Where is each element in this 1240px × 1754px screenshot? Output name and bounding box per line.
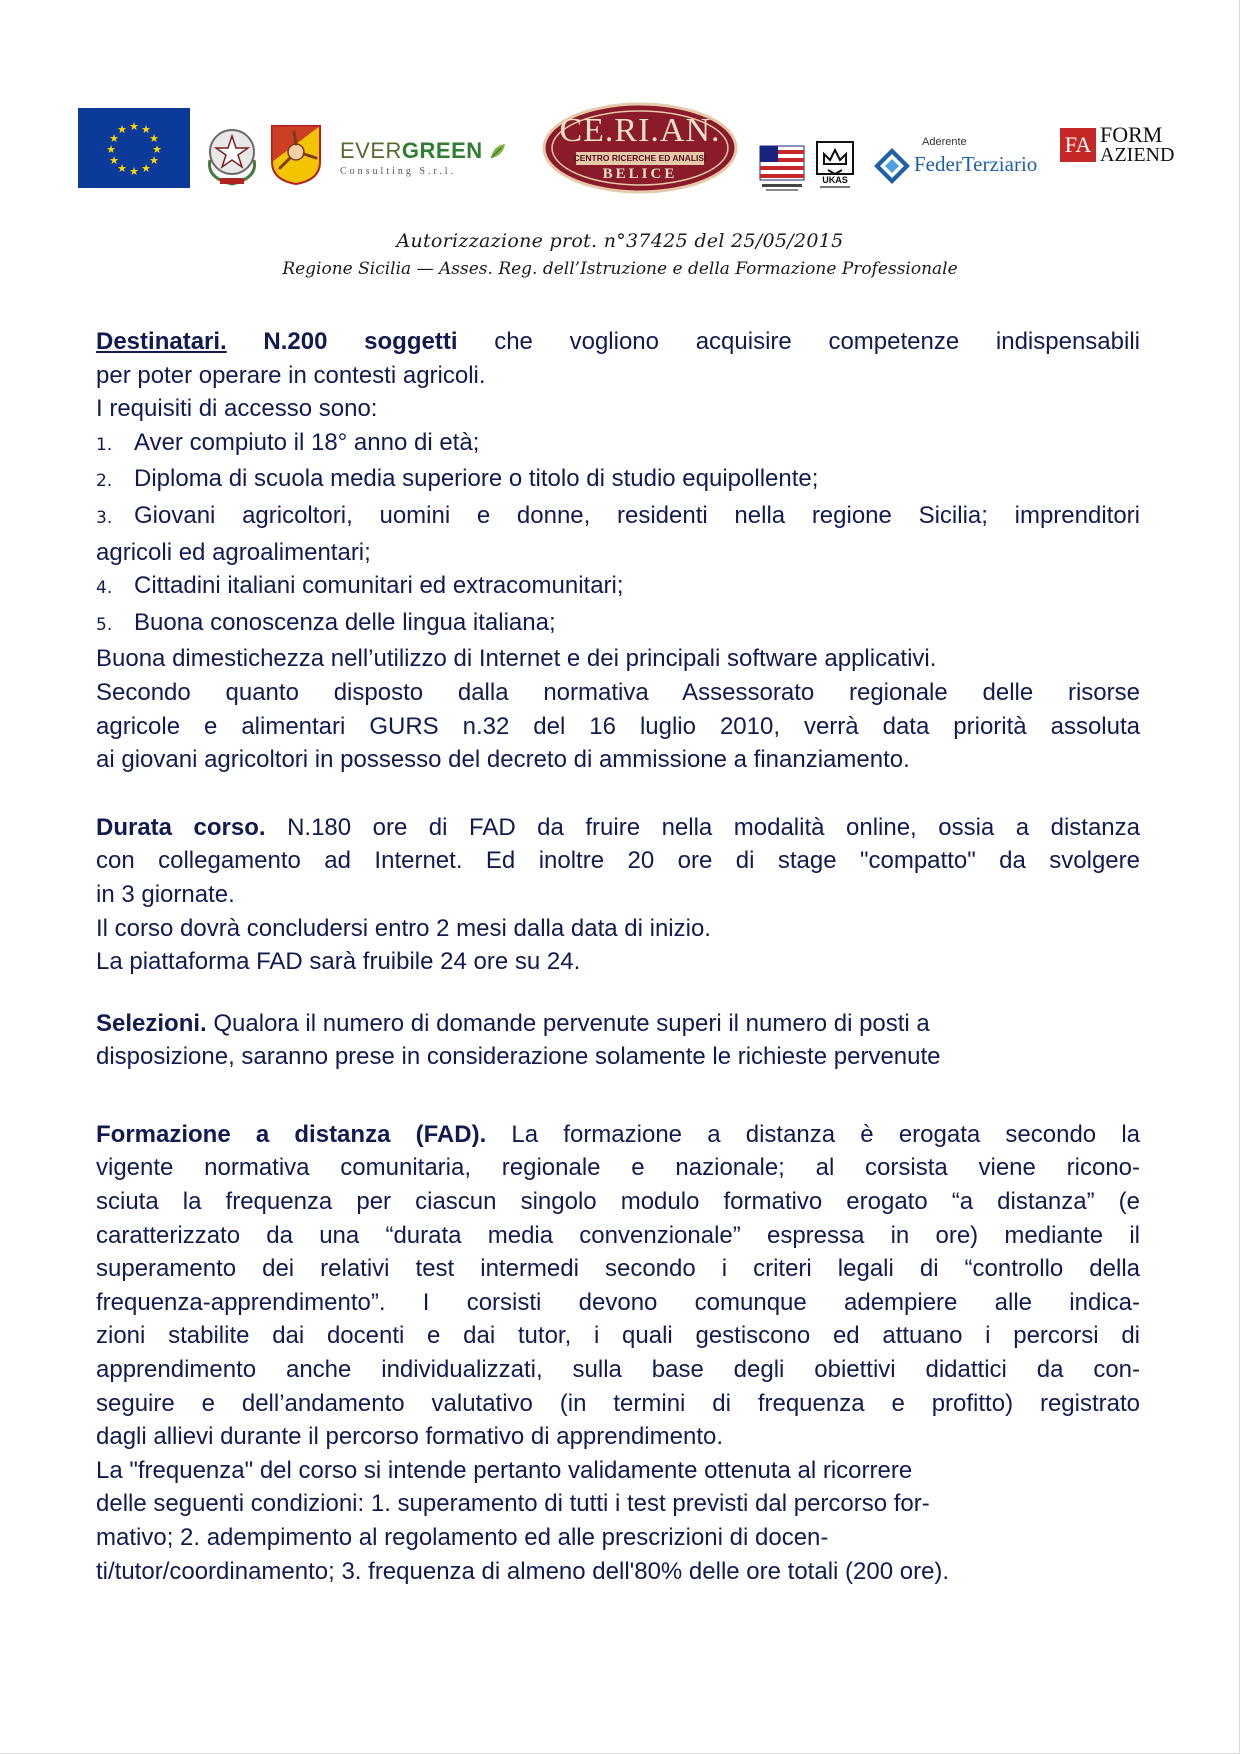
leaf-icon bbox=[489, 138, 507, 163]
fa-line2: AZIEND bbox=[1100, 144, 1175, 166]
svg-text:★: ★ bbox=[106, 143, 116, 156]
ukas-crown-icon bbox=[814, 140, 856, 194]
frequenza-line: ti/tutor/coordinamento; 3. frequenza di almeno dell'80% delle ore totali (200 ore). bbox=[96, 1557, 950, 1585]
selezioni-line1-rest: Qualora il numero di domande pervenute superi il numero di posti a bbox=[206, 1009, 930, 1037]
fad-label: Formazione a distanza (FAD). bbox=[96, 1120, 487, 1148]
list-item-text: Aver compiuto il 18° anno di età; bbox=[134, 428, 480, 456]
durata-line-5: La piattaforma FAD sarà fruibile 24 ore su 24. bbox=[96, 948, 581, 976]
svg-text:★: ★ bbox=[149, 154, 159, 167]
section-gap bbox=[96, 1074, 1140, 1118]
svg-text:★: ★ bbox=[117, 162, 127, 175]
fad-line: frequenza-apprendimento”. I corsisti devono comunque adempiere alle indica- bbox=[96, 1288, 1140, 1316]
cerian-subtitle: CENTRO RICERCHE ED ANALISI bbox=[573, 153, 707, 163]
federterziario-logo bbox=[872, 136, 1042, 188]
section-durata bbox=[96, 811, 1140, 979]
fad-line: seguire e dell’andamento valutativo (in termini di frequenza e profitto) registrato bbox=[96, 1389, 1140, 1417]
list-number: 3. bbox=[96, 507, 113, 528]
svg-text:★: ★ bbox=[141, 123, 151, 136]
svg-text:★: ★ bbox=[152, 143, 162, 156]
fad-line-1 bbox=[96, 1118, 1140, 1152]
svg-text:★: ★ bbox=[129, 165, 139, 178]
internet-requirement: Buona dimestichezza nell’utilizzo di Internet e dei principali software applicativi. bbox=[96, 645, 937, 673]
list-number: 4. bbox=[96, 578, 113, 599]
svg-text:★: ★ bbox=[109, 154, 119, 167]
section-selezioni bbox=[96, 1007, 1140, 1074]
destinatari-intro-rest: che vogliono acquisire competenze indispensabili bbox=[457, 328, 1140, 355]
priority-line-2: agricole e alimentari GURS n.32 del 16 luglio 2010, verrà data priorità assoluta bbox=[96, 712, 1140, 740]
list-number: 2. bbox=[96, 471, 113, 492]
list-item-text: Buona conoscenza delle lingua italiana; bbox=[134, 608, 556, 636]
ukas-label: UKAS bbox=[822, 175, 848, 185]
durata-line-1 bbox=[96, 811, 1140, 845]
evergreen-subtitle: Consulting S.r.l. bbox=[340, 166, 457, 177]
list-item bbox=[96, 569, 1140, 606]
evergreen-logo bbox=[340, 138, 520, 188]
cerian-name: CE.RI.AN. bbox=[559, 112, 721, 149]
evergreen-name-b: GREEN bbox=[401, 138, 483, 163]
destinatari-intro-line2: per poter operare in contesti agricoli. bbox=[96, 361, 486, 389]
federterziario-name: FederTerziario bbox=[914, 152, 1038, 176]
federterziario-top: Aderente bbox=[922, 136, 967, 148]
frequenza-line: mativo; 2. adempimento al regolamento ed alle prescrizioni di docen- bbox=[96, 1524, 829, 1551]
fad-line: superamento dei relativi test intermedi secondo i criteri legali di “controllo della bbox=[96, 1255, 1140, 1283]
section-gap bbox=[96, 777, 1140, 811]
fad-line: vigente normativa comunitaria, regionale e nazionale; al corsista viene ricono- bbox=[96, 1154, 1140, 1182]
fad-line: dagli allievi durante il percorso formativo di apprendimento. bbox=[96, 1423, 723, 1451]
destinatari-count: N.200 soggetti bbox=[263, 328, 458, 355]
list-item bbox=[96, 606, 1140, 643]
selezioni-line-1 bbox=[96, 1007, 1140, 1041]
authorization-line-2: Regione Sicilia — Asses. Reg. dell’Istruzione e della Formazione Professionale bbox=[282, 259, 958, 279]
section-destinatari bbox=[96, 325, 1140, 777]
destinatari-intro bbox=[96, 325, 1140, 359]
sicily-trinacria-icon bbox=[268, 122, 324, 186]
eu-flag-icon bbox=[78, 108, 190, 188]
durata-line-2: con collegamento ad Internet. Ed inoltre 20 ore di stage "compatto" da svolgere bbox=[96, 847, 1140, 875]
durata-line-4: Il corso dovrà concludersi entro 2 mesi dalla data di inizio. bbox=[96, 914, 711, 942]
cerian-city: BELICE bbox=[602, 166, 678, 182]
selezioni-line-2: disposizione, saranno prese in considerazione solamente le richieste pervenute bbox=[96, 1043, 941, 1071]
fa-mark: FA bbox=[1060, 128, 1096, 162]
selezioni-label: Selezioni. bbox=[96, 1009, 207, 1037]
logo-strip bbox=[78, 100, 1208, 210]
federterziario-diamond-icon bbox=[872, 146, 912, 191]
us-flag-icon bbox=[758, 142, 806, 194]
durata-line-3: in 3 giornate. bbox=[96, 880, 235, 908]
list-number: 1. bbox=[96, 434, 113, 455]
destinatari-label: Destinatari. bbox=[96, 328, 227, 355]
fad-line: caratterizzato da una “durata media convenzionale” espressa in ore) mediante il bbox=[96, 1221, 1140, 1249]
priority-line-3: ai giovani agricoltori in possesso del decreto di ammissione a finanziamento. bbox=[96, 746, 910, 774]
list-item-continuation: agricoli ed agroalimentari; bbox=[96, 538, 371, 566]
evergreen-name-a: EVER bbox=[340, 138, 402, 163]
list-item bbox=[96, 426, 1140, 463]
durata-label: Durata corso. bbox=[96, 813, 266, 841]
fad-line: apprendimento anche individualizzati, sulla base degli obiettivi didattici da con- bbox=[96, 1356, 1140, 1384]
fad-line: zioni stabilite dai docenti e dai tutor, i quali gestiscono ed attuano i percorsi di bbox=[96, 1322, 1140, 1350]
fad-line1-rest: La formazione a distanza è erogata secondo la bbox=[486, 1120, 1140, 1148]
fa-line1: FORM bbox=[1100, 122, 1163, 147]
svg-text:★: ★ bbox=[141, 162, 151, 175]
svg-text:★: ★ bbox=[149, 132, 159, 145]
durata-line1-rest: N.180 ore di FAD da fruire nella modalità online, ossia a distanza bbox=[265, 813, 1141, 841]
svg-text:★: ★ bbox=[129, 120, 139, 133]
authorization-line-1: Autorizzazione prot. n°37425 del 25/05/2015 bbox=[396, 230, 844, 252]
italian-emblem-icon bbox=[202, 120, 262, 188]
list-number: 5. bbox=[96, 614, 113, 635]
cerian-logo bbox=[540, 100, 740, 196]
document-body bbox=[96, 325, 1140, 1588]
frequenza-line: La "frequenza" del corso si intende pertanto validamente ottenuta al ricorrere bbox=[96, 1456, 913, 1484]
forma-aziende-logo bbox=[1060, 124, 1210, 174]
frequenza-line: delle seguenti condizioni: 1. superamento di tutti i test previsti dal percorso for- bbox=[96, 1490, 930, 1518]
list-item-text: Diploma di scuola media superiore o titolo di studio equipollente; bbox=[134, 465, 819, 493]
fad-line: sciuta la frequenza per ciascun singolo modulo formativo erogato “a distanza” (e bbox=[96, 1188, 1140, 1216]
svg-text:★: ★ bbox=[117, 123, 127, 136]
requirements-heading: I requisiti di accesso sono: bbox=[96, 395, 378, 423]
list-item bbox=[96, 499, 1140, 536]
svg-text:★: ★ bbox=[109, 132, 119, 145]
section-gap bbox=[96, 979, 1140, 1007]
list-item bbox=[96, 462, 1140, 499]
section-fad bbox=[96, 1118, 1140, 1588]
priority-line-1: Secondo quanto disposto dalla normativa Assessorato regionale delle risorse bbox=[96, 678, 1140, 706]
list-item-text: Cittadini italiani comunitari ed extracomunitari; bbox=[134, 572, 624, 600]
list-item-text: Giovani agricoltori, uomini e donne, residenti nella regione Sicilia; imprenditori bbox=[134, 501, 1140, 529]
